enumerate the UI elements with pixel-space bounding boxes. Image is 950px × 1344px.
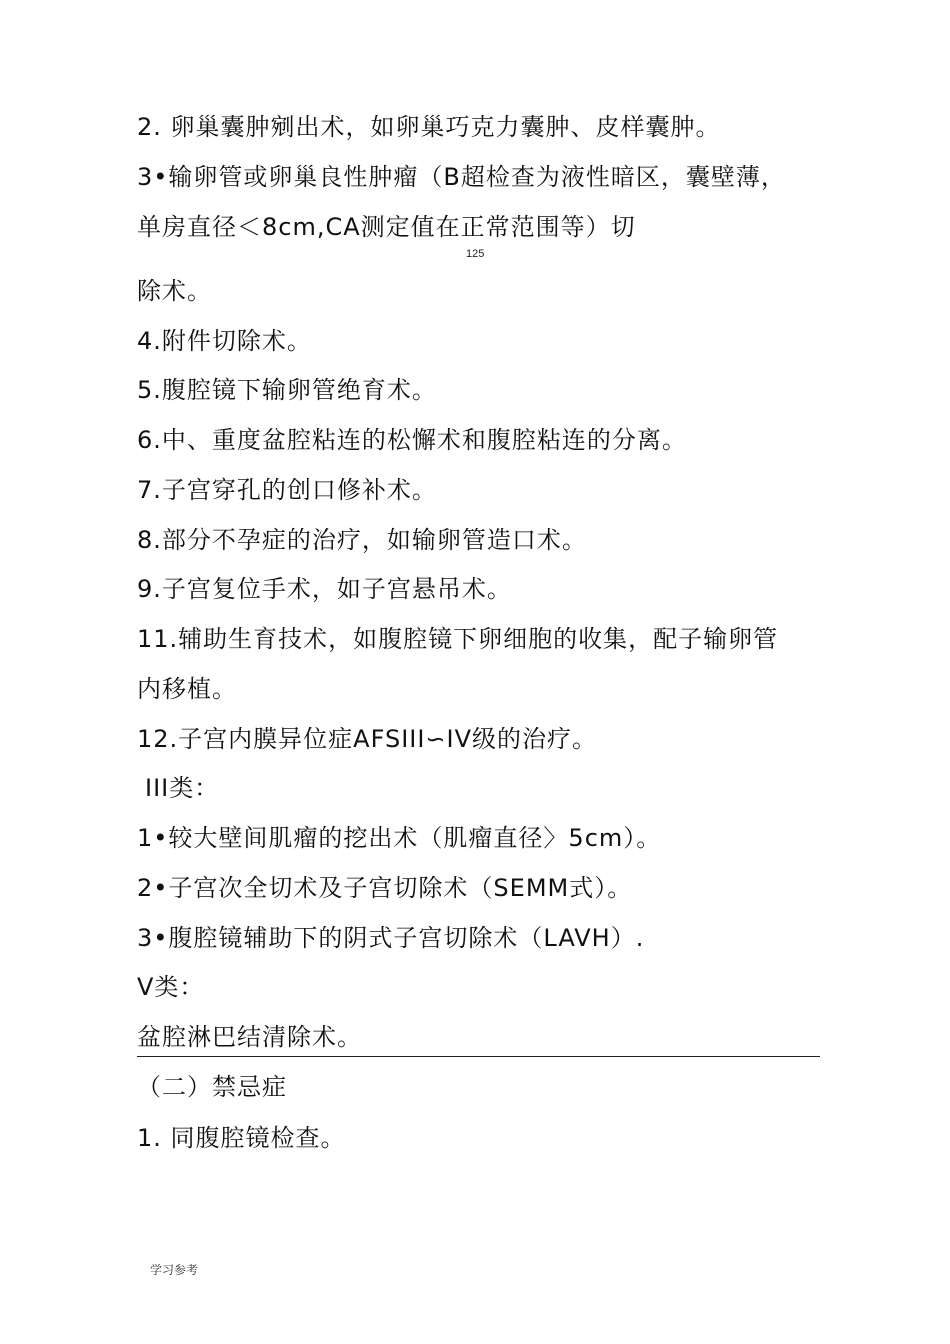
text-line-15: 1•较大壁间肌瘤的挖出术（肌瘤直径〉5cm）。 [137,824,662,852]
text-line-4: 除术。 [137,277,212,305]
divider-rule [137,1056,820,1057]
text-line-11: 11.辅助生育技术，如腹腔镜下卵细胞的收集，配子输卵管 [137,625,779,653]
text-line-13: 12.子宫内膜异位症AFSIII∽IV级的治疗。 [137,725,598,753]
text-line-2: 3•输卵管或卵巢良性肿瘤（B超检查为液性暗区，囊壁薄， [137,163,786,191]
text-line-10: 9.子宫复位手术，如子宫悬吊术。 [137,575,512,603]
footer-note: 学习参考 [150,1263,199,1277]
text-line-19: 盆腔淋巴结清除术。 [137,1023,362,1051]
text-line-17: 3•腹腔镜辅助下的阴式子宫切除术（LAVH）. [137,924,645,952]
text-line-5: 4.附件切除术。 [137,327,312,355]
text-line-7: 6.中、重度盆腔粘连的松懈术和腹腔粘连的分离。 [137,426,687,454]
text-line-1: 2. 卵巢囊肿剜出术，如卵巢巧克力囊肿、皮样囊肿。 [137,113,721,141]
section-heading-contraindications: （二）禁忌症 [137,1073,287,1101]
text-line-16: 2•子宫次全切术及子宫切除术（SEMM式）。 [137,874,633,902]
text-line-12: 内移植。 [137,675,237,703]
text-line-21: 1. 同腹腔镜检查。 [137,1124,346,1152]
page-number: 125 [466,248,485,260]
text-line-9: 8.部分不孕症的治疗，如输卵管造口术。 [137,526,587,554]
text-line-6: 5.腹腔镜下输卵管绝育术。 [137,376,437,404]
section-heading-iii: III类： [145,774,220,802]
text-line-3: 单房直径＜8cm,CA测定值在正常范围等）切 [137,213,636,241]
section-heading-v: V类： [137,973,205,1001]
text-line-8: 7.子宫穿孔的创口修补术。 [137,476,437,504]
